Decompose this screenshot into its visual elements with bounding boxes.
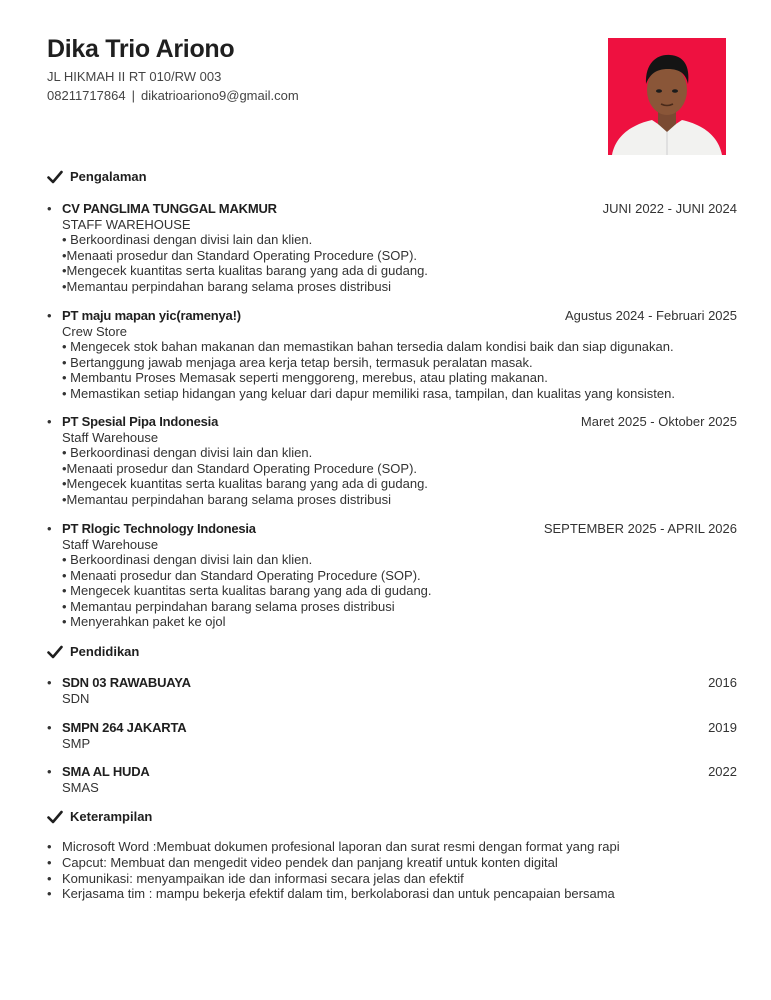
skill-text: Komunikasi: menyampaikan ide dan informasi secara jelas dan efektif — [62, 870, 464, 886]
duty-line: • Menaati prosedur dan Standard Operating Procedure (SOP). — [62, 567, 421, 583]
education-level: SDN — [62, 690, 90, 706]
bullet-marker: • — [47, 308, 52, 323]
date-range: JUNI 2022 - JUNI 2024 — [602, 201, 737, 216]
duty-line: •Mengecek kuantitas serta kualitas barang yang ada di gudang. — [62, 263, 428, 278]
skills-list — [47, 839, 620, 902]
duty-line: •Mengecek kuantitas serta kualitas barang yang ada di gudang. — [62, 476, 428, 491]
experience-section-title — [47, 169, 147, 184]
phone-number: 08211717864 — [47, 88, 126, 103]
education-item — [47, 764, 737, 795]
section-title-text: Keterampilan — [70, 809, 153, 824]
job-role: Staff Warehouse — [62, 429, 159, 445]
skills-section-title — [47, 809, 152, 824]
date-range: SEPTEMBER 2025 - APRIL 2026 — [543, 521, 737, 536]
bullet-marker: • — [47, 414, 52, 429]
skill-item — [47, 839, 620, 855]
school-name: SDN 03 RAWABUAYA — [62, 675, 191, 690]
bullet-marker: • — [47, 870, 52, 886]
bullet-marker: • — [47, 201, 52, 216]
education-item — [47, 720, 737, 751]
date-range: Agustus 2024 - Februari 2025 — [565, 308, 737, 323]
experience-item — [47, 521, 737, 630]
experience-item — [47, 414, 737, 507]
duty-line: • Bertanggung jawab menjaga area kerja tetap bersih, termasuk peralatan masak. — [62, 354, 533, 370]
duty-line: • Mengecek kuantitas serta kualitas barang yang ada di gudang. — [62, 583, 432, 598]
skill-text: Microsoft Word :Membuat dokumen profesional laporan dan surat resmi dengan format yang rapi — [62, 839, 620, 854]
contact-line — [47, 86, 299, 105]
skill-item — [47, 871, 620, 887]
bullet-marker: • — [47, 886, 52, 902]
experience-item — [47, 308, 737, 401]
education-level: SMP — [62, 735, 91, 751]
school-name: SMPN 264 JAKARTA — [62, 720, 187, 735]
duty-line: • Berkoordinasi dengan divisi lain dan klien. — [62, 445, 313, 460]
education-section-title — [47, 644, 139, 659]
school-name: SMA AL HUDA — [62, 764, 150, 779]
graduation-year: 2016 — [708, 675, 737, 690]
date-range: Maret 2025 - Oktober 2025 — [580, 414, 737, 429]
duty-line: •Memantau perpindahan barang selama proses distribusi — [62, 278, 392, 294]
job-role: STAFF WAREHOUSE — [62, 216, 191, 232]
duty-line: •Memantau perpindahan barang selama proses distribusi — [62, 491, 392, 507]
job-role: Staff Warehouse — [62, 536, 159, 552]
company-name: PT Rlogic Technology Indonesia — [62, 521, 256, 536]
education-item — [47, 675, 737, 706]
check-icon — [47, 645, 63, 659]
education-level: SMAS — [62, 779, 99, 795]
bullet-marker: • — [47, 521, 52, 536]
experience-item — [47, 201, 737, 294]
company-name: CV PANGLIMA TUNGGAL MAKMUR — [62, 201, 277, 216]
duty-line: •Menaati prosedur dan Standard Operating Procedure (SOP). — [62, 247, 418, 263]
bullet-marker: • — [47, 854, 52, 870]
resume-header — [47, 34, 299, 105]
duty-line: • Memastikan setiap hidangan yang keluar dari dapur memiliki rasa, tampilan, dan kualitas yang konsisten. — [62, 385, 675, 401]
duty-line: • Membantu Proses Memasak seperti menggoreng, merebus, atau plating makanan. — [62, 370, 548, 385]
skill-text: Kerjasama tim : mampu bekerja efektif dalam tim, berkolaborasi dan untuk pencapaian bersama — [62, 886, 615, 902]
skill-text: Capcut: Membuat dan mengedit video pendek dan panjang kreatif untuk konten digital — [62, 854, 558, 870]
skill-item — [47, 855, 620, 871]
duty-line: •Menaati prosedur dan Standard Operating Procedure (SOP). — [62, 460, 418, 476]
bullet-marker: • — [47, 764, 52, 779]
person-name: Dika Trio Ariono — [47, 35, 235, 63]
duty-line: • Berkoordinasi dengan divisi lain dan klien. — [62, 552, 313, 567]
graduation-year: 2019 — [708, 720, 737, 735]
company-name: PT Spesial Pipa Indonesia — [62, 414, 219, 429]
job-role: Crew Store — [62, 323, 128, 339]
duty-line: • Mengecek stok bahan makanan dan memastikan bahan tersedia dalam kondisi baik dan siap digunakan. — [62, 339, 674, 354]
section-title-text: Pengalaman — [70, 169, 147, 184]
profile-photo — [608, 38, 726, 155]
check-icon — [47, 170, 63, 184]
duty-line: • Menyerahkan paket ke ojol — [62, 614, 226, 629]
skill-item — [47, 886, 620, 902]
bullet-marker: • — [47, 675, 52, 690]
address: JL HIKMAH II RT 010/RW 003 — [47, 69, 222, 84]
bullet-marker: • — [47, 839, 52, 854]
email-address: dikatrioariono9@gmail.com — [140, 88, 299, 103]
duty-line: • Memantau perpindahan barang selama proses distribusi — [62, 598, 395, 614]
bullet-marker: • — [47, 720, 52, 735]
company-name: PT maju mapan yic(ramenya!) — [62, 308, 241, 323]
duty-line: • Berkoordinasi dengan divisi lain dan klien. — [62, 232, 313, 247]
check-icon — [47, 810, 63, 824]
person-portrait-image — [608, 38, 726, 155]
contact-separator: | — [131, 88, 135, 103]
section-title-text: Pendidikan — [70, 644, 140, 659]
graduation-year: 2022 — [708, 764, 737, 779]
